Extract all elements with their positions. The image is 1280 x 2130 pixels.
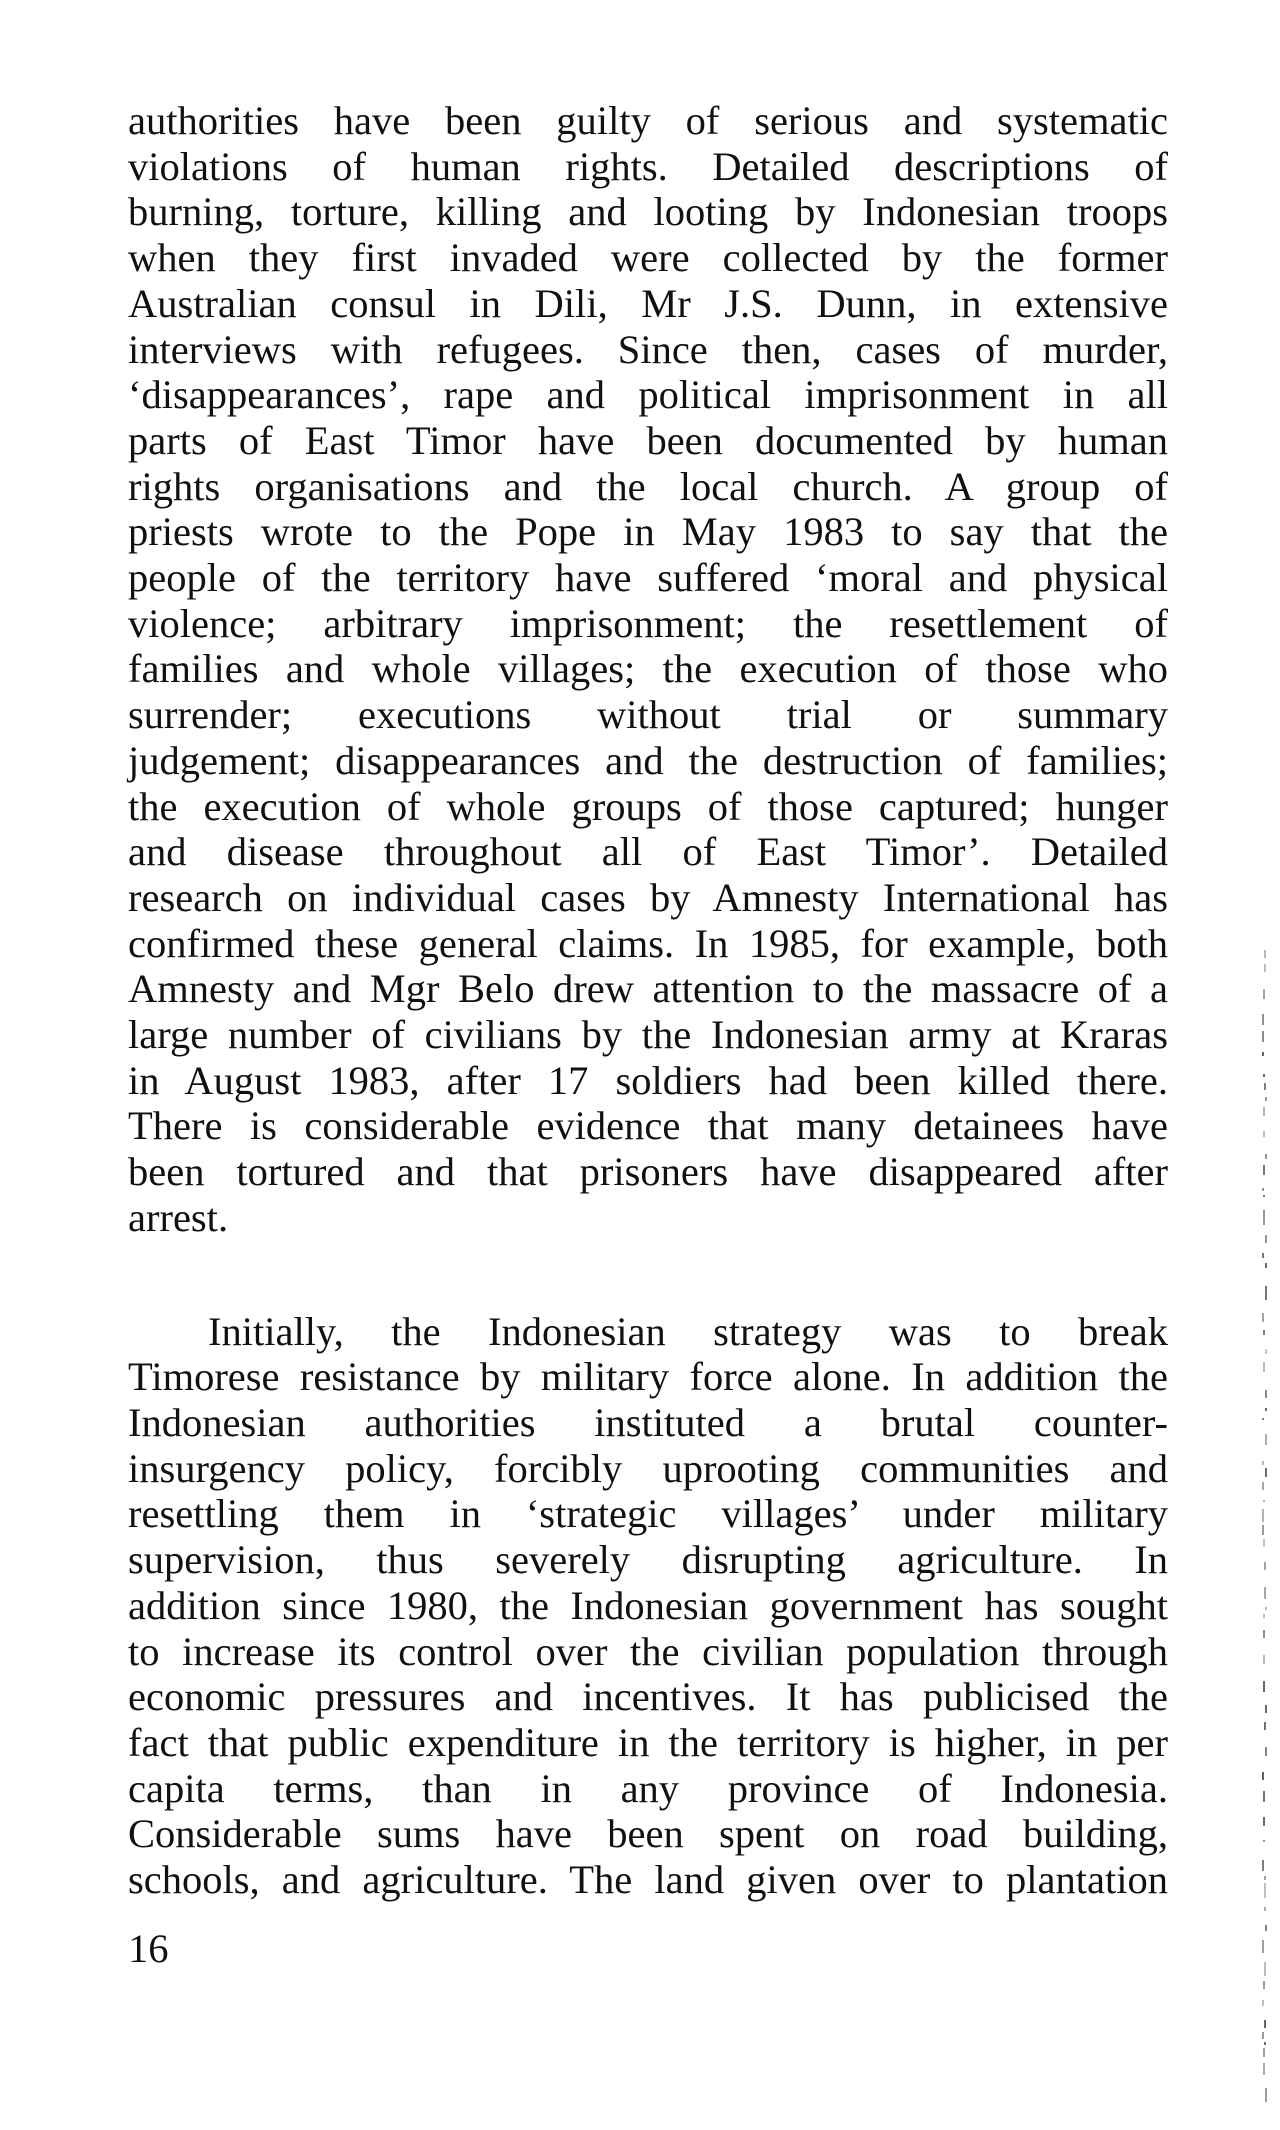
scan-speck <box>1265 1263 1267 1268</box>
scan-speck <box>1265 1408 1267 1411</box>
scan-speck <box>1262 1253 1264 1258</box>
text-line: the execution of whole groups of those captured; hunger <box>128 783 1168 829</box>
scan-speck <box>1262 1418 1264 1420</box>
paragraph-1 <box>128 98 1168 1241</box>
scan-speck <box>1263 989 1265 999</box>
text-line: judgement; disappearances and the destruction of families; <box>128 737 1168 783</box>
text-line: surrender; executions without trial or summary <box>128 692 1168 738</box>
scan-speck <box>1263 1981 1265 1989</box>
scan-speck <box>1263 1630 1265 1638</box>
text-line: insurgency policy, forcibly uprooting communities and <box>128 1445 1168 1491</box>
scan-speck <box>1265 1925 1267 1931</box>
scan-speck <box>1262 1188 1264 1191</box>
text-line: Considerable sums have been spent on road building, <box>128 1811 1168 1857</box>
text-line: large number of civilians by the Indonesian army at Kraras <box>128 1012 1168 1058</box>
paragraph-gap <box>128 1241 1168 1309</box>
scan-speck <box>1264 1562 1266 1570</box>
scan-speck <box>1263 1210 1265 1225</box>
text-line: resettling them in ‘strategic villages’ under military <box>128 1491 1168 1537</box>
scan-speck <box>1264 950 1266 958</box>
text-line: economic pressures and incentives. It has publicised the <box>128 1674 1168 1720</box>
scan-speck <box>1262 1525 1264 1535</box>
text-line: violence; arbitrary imprisonment; the resettlement of <box>128 600 1168 646</box>
scan-speck <box>1262 1014 1264 1025</box>
scan-speck <box>1262 1860 1264 1871</box>
text-line: capita terms, than in any province of Indonesia. <box>128 1765 1168 1811</box>
scan-speck <box>1265 1468 1267 1477</box>
scan-speck <box>1264 2042 1266 2045</box>
page-body <box>128 98 1168 1903</box>
text-line: parts of East Timor have been documented by human <box>128 417 1168 463</box>
text-line: addition since 1980, the Indonesian government has sought <box>128 1582 1168 1628</box>
scan-speck <box>1262 1461 1264 1465</box>
scan-speck <box>1265 1349 1267 1354</box>
scan-speck <box>1264 1883 1266 1898</box>
scan-speck <box>1264 1962 1266 1976</box>
text-line: families and whole villages; the execution of those who <box>128 646 1168 692</box>
paragraph-2 <box>128 1309 1168 1903</box>
scan-speck <box>1265 2088 1267 2102</box>
scan-speck <box>1263 1817 1265 1826</box>
text-line: and disease throughout all of East Timor’. Detailed <box>128 829 1168 875</box>
scan-speck <box>1263 1614 1265 1618</box>
text-line: been tortured and that prisoners have disappeared after <box>128 1149 1168 1195</box>
scan-speck <box>1264 964 1266 972</box>
scan-speck <box>1263 1107 1265 1116</box>
text-line: fact that public expenditure in the territory is higher, in per <box>128 1719 1168 1765</box>
text-line: arrest. <box>128 1194 229 1240</box>
text-line: violations of human rights. Detailed descriptions of <box>128 143 1168 189</box>
text-line: schools, and agriculture. The land given over to plantation <box>128 1857 1168 1903</box>
scan-speck <box>1265 1705 1267 1713</box>
scan-speck <box>1263 1165 1265 1175</box>
text-line: supervision, thus severely disrupting agriculture. In <box>128 1537 1168 1583</box>
scan-speck <box>1263 1791 1265 1802</box>
scan-speck <box>1265 1434 1267 1445</box>
scan-speck <box>1265 1097 1267 1101</box>
text-line: burning, torture, killing and looting by Indonesian troops <box>128 189 1168 235</box>
scan-speck <box>1262 1940 1264 1953</box>
scan-speck <box>1265 1154 1267 1159</box>
scan-speck <box>1262 1482 1264 1490</box>
scan-speck <box>1263 1330 1265 1335</box>
text-line: rights organisations and the local church. A group of <box>128 463 1168 509</box>
scan-speck <box>1264 2020 1266 2028</box>
text-line: Indonesian authorities instituted a brutal counter- <box>128 1399 1168 1445</box>
scan-speck <box>1265 1747 1267 1756</box>
scan-speck <box>1264 1083 1266 1090</box>
scan-speck <box>1263 1362 1265 1372</box>
text-line: to increase its control over the civilian population through <box>128 1628 1168 1674</box>
text-line: in August 1983, after 17 soldiers had been killed there. <box>128 1057 1168 1103</box>
scan-speck <box>1263 2048 1265 2057</box>
scan-speck <box>1262 1772 1264 1780</box>
scan-speck <box>1262 1509 1264 1522</box>
text-line: confirmed these general claims. In 1985, for example, both <box>128 920 1168 966</box>
text-line: Initially, the Indonesian strategy was to break <box>208 1308 1168 1354</box>
scan-speck <box>1264 1876 1266 1880</box>
scan-speck <box>1264 1907 1266 1911</box>
scan-speck <box>1262 2000 1264 2006</box>
scan-speck <box>1263 1840 1265 1842</box>
scan-speck <box>1265 1390 1267 1398</box>
scan-speck <box>1263 1195 1265 1197</box>
text-line: ‘disappearances’, rape and political imprisonment in all <box>128 372 1168 418</box>
scan-speck <box>1263 1539 1265 1547</box>
text-line: Amnesty and Mgr Belo drew attention to the massacre of a <box>128 966 1168 1012</box>
scan-speck <box>1263 1655 1265 1664</box>
scan-speck <box>1265 1235 1267 1243</box>
scan-speck <box>1265 1607 1267 1610</box>
scan-speck <box>1263 1131 1265 1137</box>
text-line: Australian consul in Dili, Mr J.S. Dunn, in extensive <box>128 280 1168 326</box>
scan-speck <box>1263 1500 1265 1502</box>
scan-speck <box>1263 2063 1265 2075</box>
scan-edge-marks <box>1262 950 1268 2130</box>
scan-speck <box>1265 1286 1267 1300</box>
text-line: authorities have been guilty of serious and systematic <box>128 98 1168 143</box>
scan-speck <box>1262 1313 1264 1322</box>
text-line: Timorese resistance by military force alone. In addition the <box>128 1354 1168 1400</box>
text-line: priests wrote to the Pope in May 1983 to say that the <box>128 509 1168 555</box>
text-line: people of the territory have suffered ‘moral and physical <box>128 555 1168 601</box>
scan-speck <box>1264 1587 1266 1599</box>
text-line: interviews with refugees. Since then, cases of murder, <box>128 326 1168 372</box>
text-line: research on individual cases by Amnesty International has <box>128 874 1168 920</box>
scan-speck <box>1262 2032 1264 2039</box>
scan-speck <box>1264 1722 1266 1730</box>
scan-speck <box>1262 1031 1264 1042</box>
text-line: There is considerable evidence that many detainees have <box>128 1103 1168 1149</box>
text-line: when they first invaded were collected by the former <box>128 235 1168 281</box>
scan-speck <box>1263 1074 1265 1077</box>
page-number: 16 <box>128 1926 169 1971</box>
scan-speck <box>1262 1052 1264 1056</box>
scan-speck <box>1263 1681 1265 1692</box>
